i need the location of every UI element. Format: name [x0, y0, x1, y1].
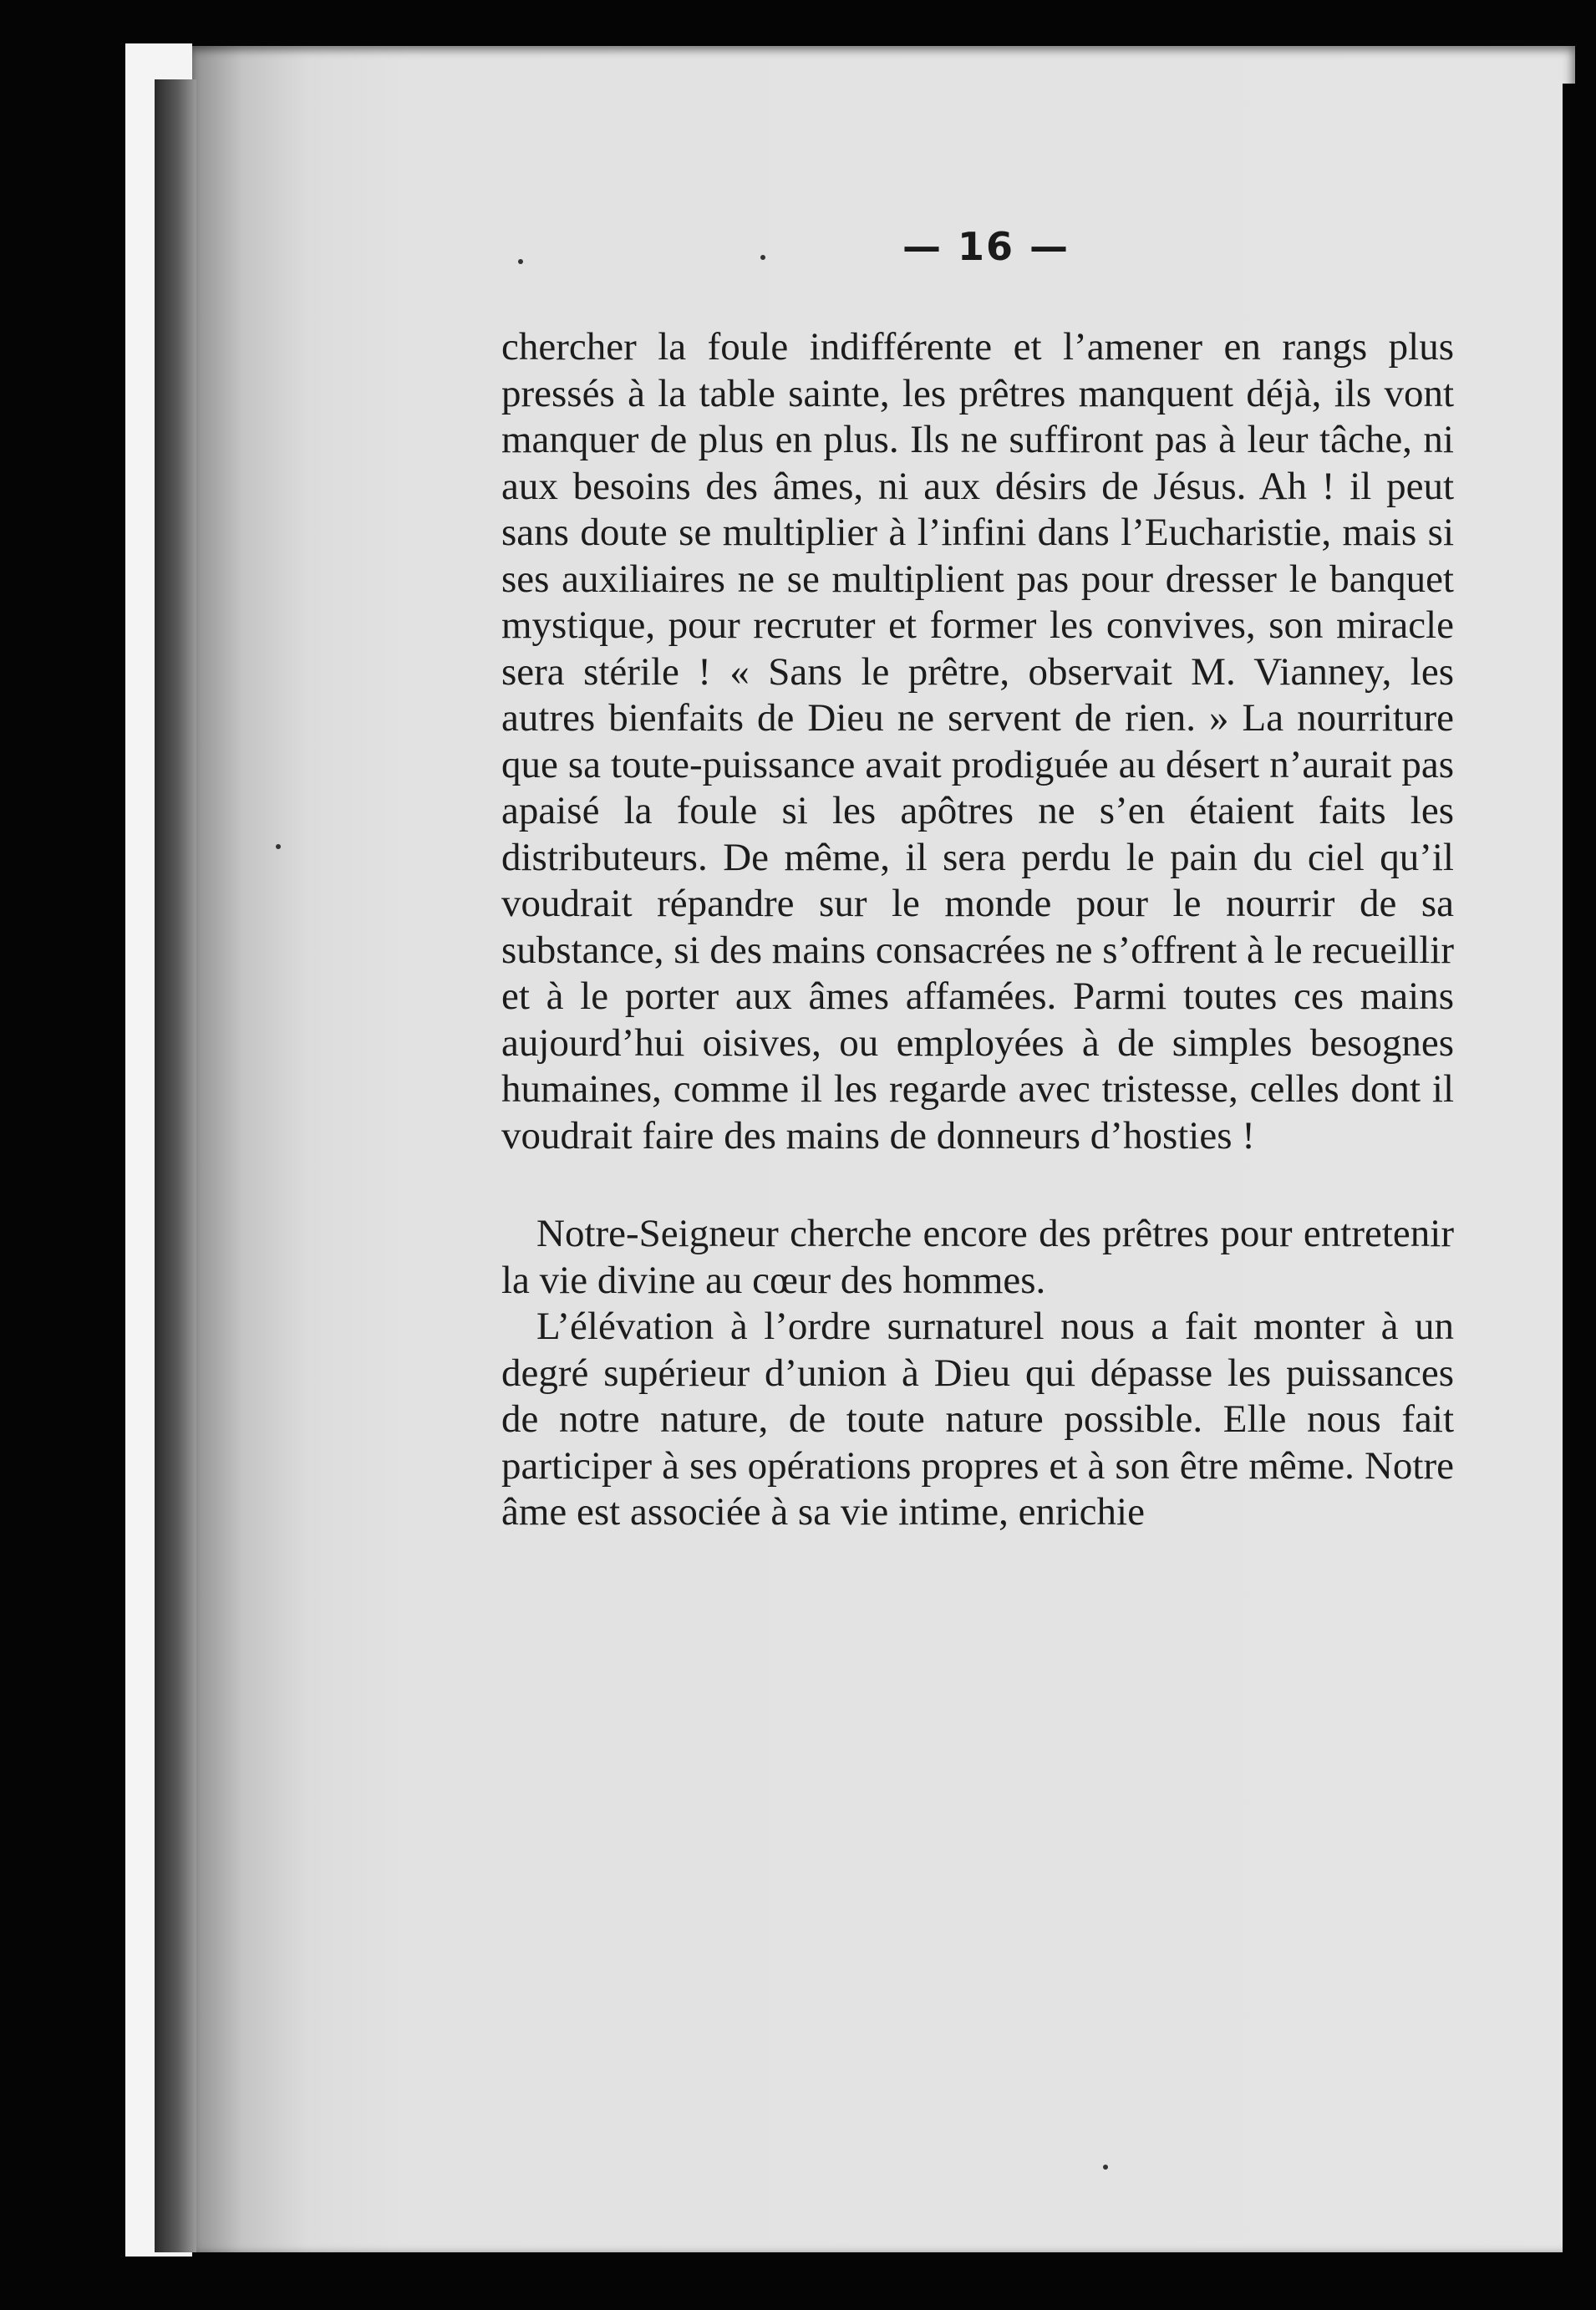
paragraph-2: Notre-Seigneur cherche encore des prêtres pour entretenir la vie divine au cœur des hommes. [501, 1212, 1454, 1302]
dust-speck [518, 259, 523, 264]
paragraph-1: chercher la foule indifférente et l’amener en rangs plus pressés à la table sainte, les prêtres manquent déjà, ils vont manquer de plus en plus. Ils ne suffiront pas à leur tâche, ni aux besoins des âmes, ni aux désirs de Jésus. Ah ! il peut sans doute se multiplier à l’infini dans l’Eucharistie, mais si ses auxiliaires ne se multiplient pas pour dresser le banquet mystique, pour recruter et former les convives, son miracle sera stérile ! « Sans le prêtre, observait M. Vianney, les autres bienfaits de Dieu ne servent de rien. » La nourriture que sa toute-puissance avait prodiguée au désert n’aurait pas apaisé la foule si les apôtres ne s’en étaient faits les distributeurs. De même, il sera perdu le pain du ciel qu’il voudrait répandre sur le monde pour le nourrir de sa substance, si des mains consacrées ne s’offrent à le recueillir et à le porter aux âmes affamées. Parmi toutes ces mains aujourd’hui oisives, ou employées à de simples besognes humaines, comme il les regarde avec tristesse, celles dont il voudrait faire des mains de donneurs d’hosties ! [501, 325, 1454, 1158]
dust-speck [760, 255, 765, 260]
paragraph-3: L’élévation à l’ordre surnaturel nous a fait monter à un degré supérieur d’union à Dieu qui dépasse les puissances de notre nature, de toute nature possible. Elle nous fait participer à ses opérations propres et à son être même. Notre âme est associée à sa vie intime, enrichie [501, 1305, 1454, 1534]
page-right-edge [1563, 84, 1596, 2273]
book-binding-shadow [155, 79, 196, 2252]
body-text [501, 324, 1454, 1536]
page-number: — 16 — [902, 224, 1070, 269]
dust-speck [1103, 2165, 1108, 2170]
dust-speck [276, 844, 281, 849]
